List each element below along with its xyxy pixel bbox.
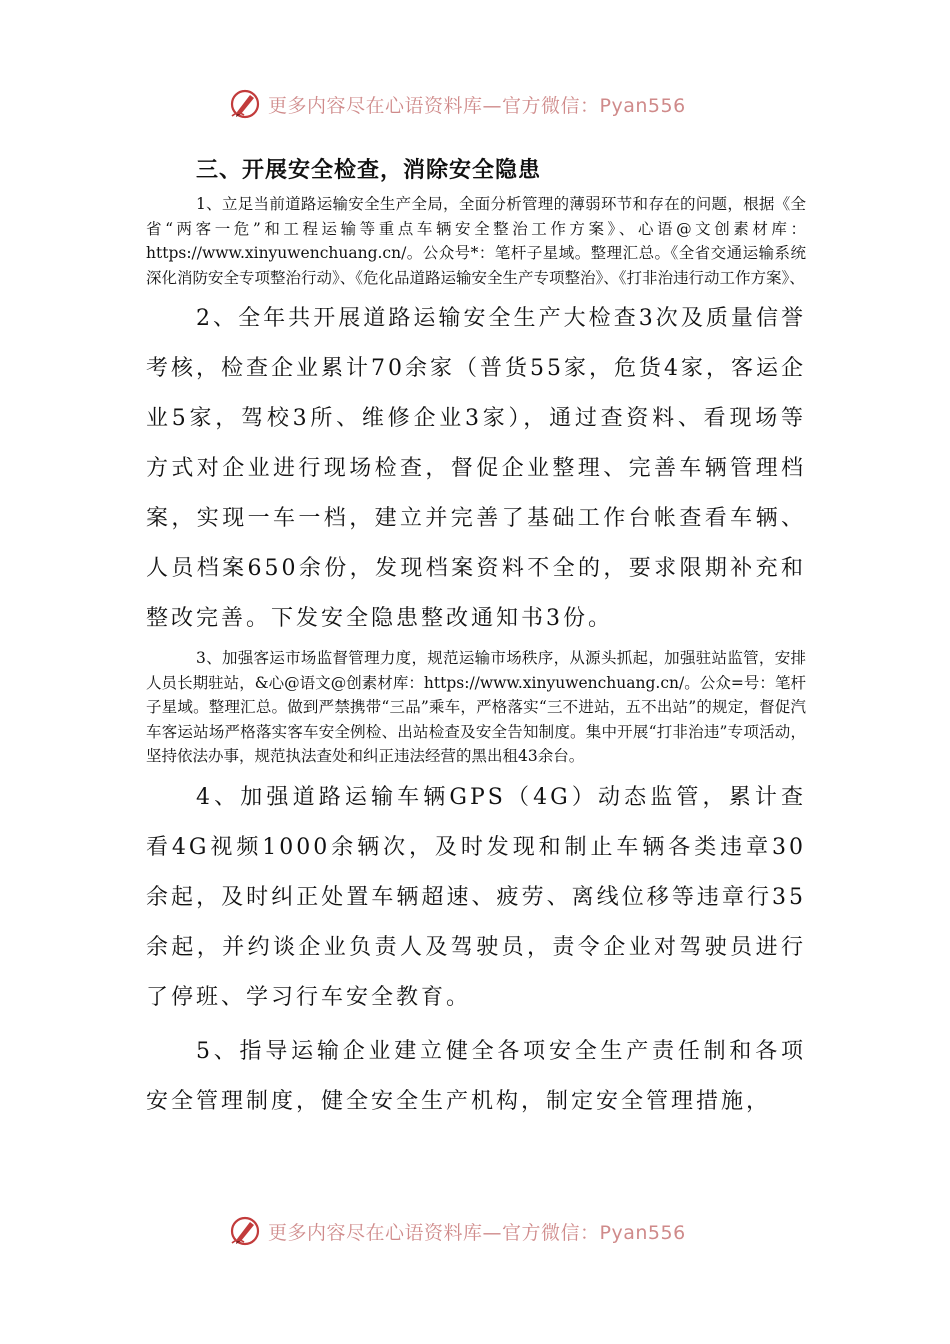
paragraph-1: 1、立足当前道路运输安全生产全局，全面分析管理的薄弱环节和存在的问题，根据《全省“两客一危”和工程运输等重点车辆安全整治工作方案》、心语@文创素材库：https://www.xinyuwenchuang.cn/。公众号*：笔杆子星域。整理汇总。《全省交通运输系统深化消防安全专项整治行动》、《危化品道路运输安全生产专项整治》、《打非治违行动工作方案》、 (146, 195, 806, 287)
pen-logo-icon (228, 87, 262, 121)
paragraph-3: 3、加强客运市场监督管理力度，规范运输市场秩序，从源头抓起，加强驻站监管，安排人员长期驻站，&心@语文@创素材库：https://www.xinyuwenchuang.cn/。公众=号：笔杆子星域。整理汇总。做到严禁携带“三品”乘车，严格落实“三不进站，五不出站”的规定，督促汽车客运站场严格落实客车安全例检、出站检查及安全告知制度。集中开展“打非治违”专项活动，坚持依法办事，规范执法查处和纠正违法经营的黑出租43余台。 (146, 649, 806, 765)
paragraph-5: 5、指导运输企业建立健全各项安全生产责任制和各项安全管理制度，健全安全生产机构，制定安全管理措施， (146, 1038, 806, 1114)
watermark-text: 更多内容尽在心语资料库—官方微信：Pyan556 (268, 1221, 686, 1244)
pen-logo-icon (228, 1214, 262, 1248)
paragraph-4: 4、加强道路运输车辆GPS（4G）动态监管，累计查看4G视频1000余辆次，及时发现和制止车辆各类违章30余起，及时纠正处置车辆超速、疲劳、离线位移等违章行35余起，并约谈企业负责人及驾驶员，责令企业对驾驶员进行了停班、学习行车安全教育。 (146, 784, 806, 1010)
watermark-banner-bottom (228, 1211, 728, 1251)
section-heading: 三、开展安全检查，消除安全隐患 (196, 158, 542, 183)
watermark-text: 更多内容尽在心语资料库—官方微信：Pyan556 (268, 94, 686, 117)
document-body (146, 150, 806, 1127)
paragraph-2: 2、全年共开展道路运输安全生产大检查3次及质量信誉考核，检查企业累计70余家（普货55家，危货4家，客运企业5家，驾校3所、维修企业3家），通过查资料、看现场等方式对企业进行现场检查，督促企业整理、完善车辆管理档案，实现一车一档，建立并完善了基础工作台帐查看车辆、人员档案650余份，发现档案资料不全的，要求限期补充和整改完善。下发安全隐患整改通知书3份。 (146, 306, 806, 631)
watermark-banner-top (228, 84, 728, 124)
